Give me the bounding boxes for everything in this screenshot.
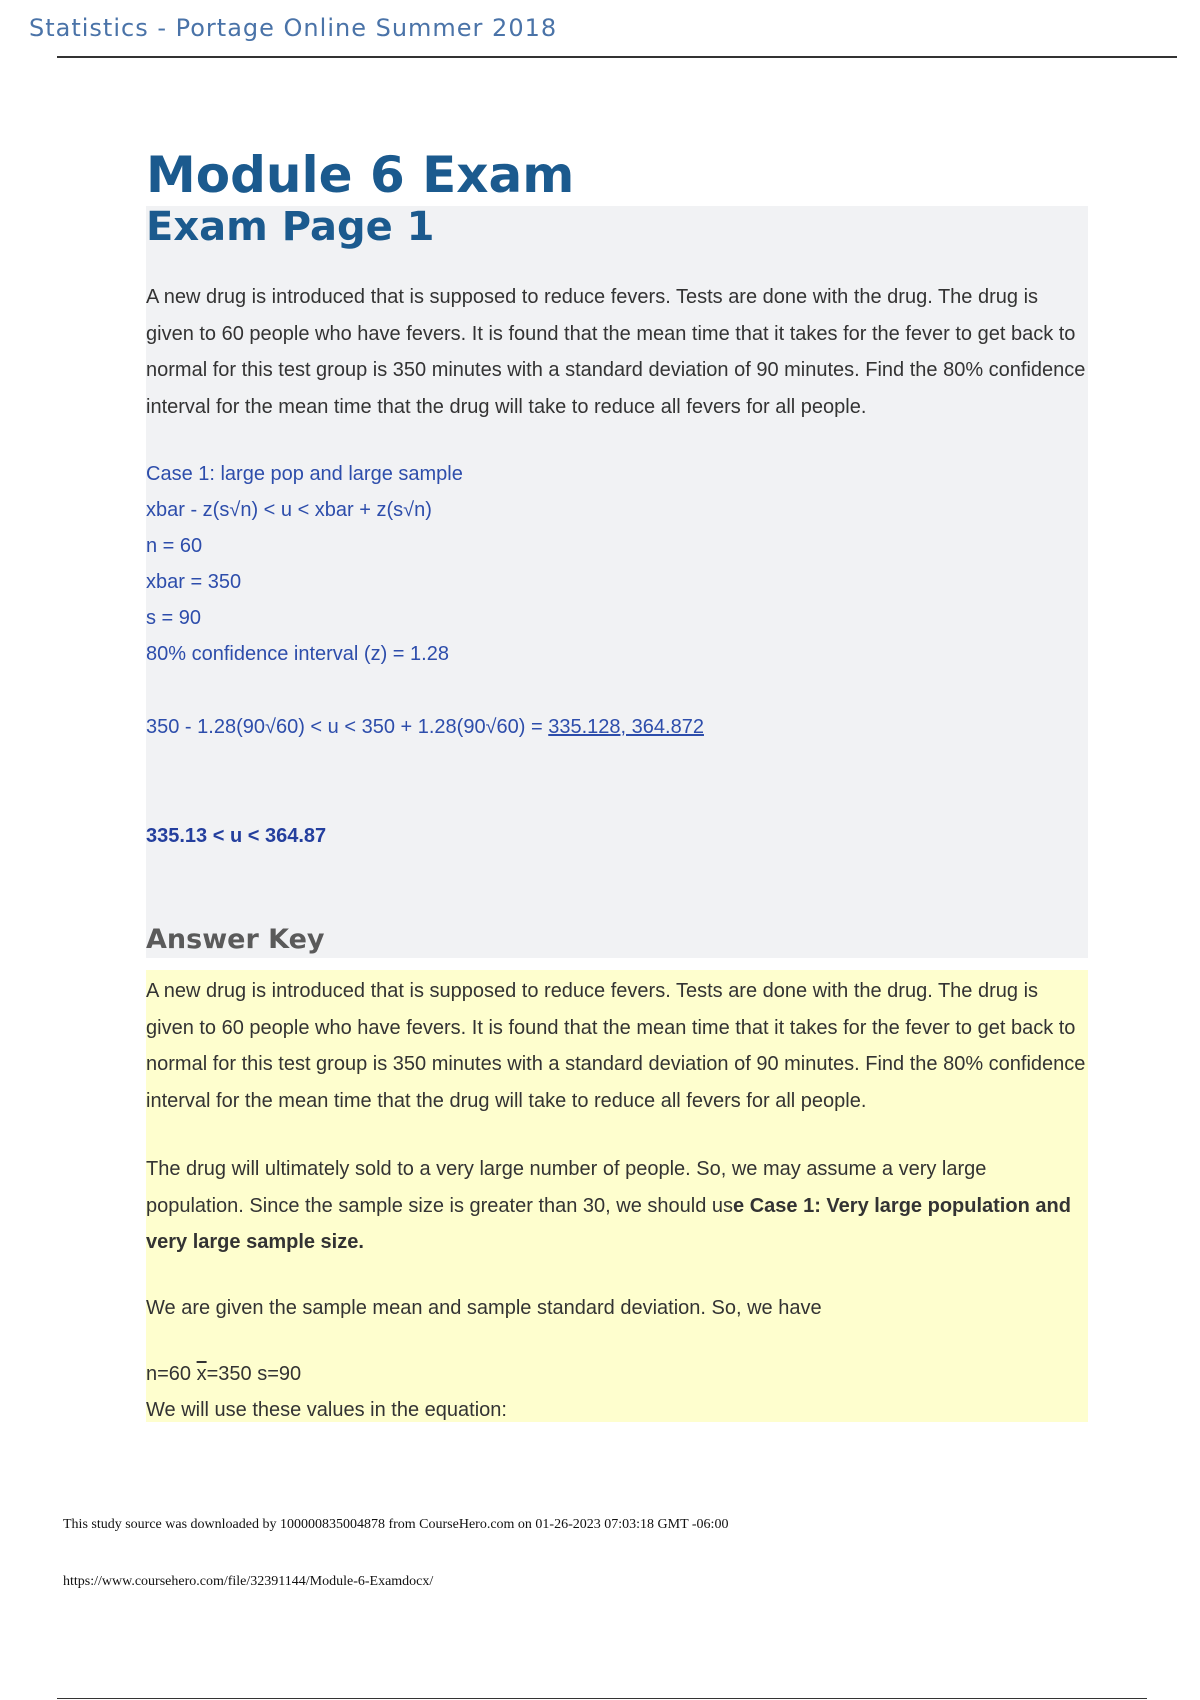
exam-title: Module 6 Exam	[146, 146, 575, 204]
source-url[interactable]: https://www.coursehero.com/file/32391144/Module-6-Examdocx/	[63, 1574, 434, 1589]
course-title: Statistics - Portage Online Summer 2018	[29, 14, 558, 42]
value-xbar-symbol: $\overline{x}$	[196, 1363, 207, 1385]
final-answer: 335.13 < u < 364.87	[146, 825, 327, 847]
equation-prefix: 350 - 1.28(90√60) < u < 350 + 1.28(90√60) =	[146, 716, 549, 738]
student-equation	[146, 715, 704, 739]
answer-key-question-text: A new drug is introduced that is supposed to reduce fevers. Tests are done with the drug. The drug is given to 60 people who have fevers. It is found that the mean time that it takes for the fever to get back to normal for this test group is 350 minutes with a standard deviation of 90 minutes. Find the 80% confidence interval for the mean time that the drug will take to reduce all fevers for all people.	[146, 980, 1086, 1112]
answer-key-heading: Answer Key	[146, 924, 325, 955]
reasoning-bold: e Case 1: Very large population and very large sample size.	[146, 1194, 1071, 1253]
answer-key-values	[146, 1362, 301, 1386]
value-rest: =350 s=90	[206, 1363, 302, 1385]
value-n: n=60	[146, 1363, 197, 1385]
student-answer-line: xbar = 350	[146, 571, 242, 593]
answer-key-reasoning	[146, 1151, 1088, 1261]
student-answer-line: 80% confidence interval (z) = 1.28	[146, 643, 449, 665]
exam-page-title: Exam Page 1	[146, 204, 435, 250]
student-answer-line: n = 60	[146, 535, 203, 557]
answer-key-given: We are given the sample mean and sample standard deviation. So, we have	[146, 1297, 822, 1319]
reasoning-text: The drug will ultimately sold to a very large number of people. So, we may assume a very large population. Since the sample size is greater than 30, we should us	[146, 1158, 987, 1217]
download-note: This study source was downloaded by 100000835004878 from CourseHero.com on 01-26-2023 07:03:18 GMT -06:00	[63, 1517, 729, 1532]
footer-divider	[57, 1698, 1147, 1699]
student-answer-line: Case 1: large pop and large sample	[146, 463, 463, 485]
question-text: A new drug is introduced that is supposed to reduce fevers. Tests are done with the drug. The drug is given to 60 people who have fevers. It is found that the mean time that it takes for the fever to get back to normal for this test group is 350 minutes with a standard deviation of 90 minutes. Find the 80% confidence interval for the mean time that the drug will take to reduce all fevers for all people.	[146, 286, 1086, 418]
answer-key-equation-intro: We will use these values in the equation:	[146, 1399, 507, 1421]
student-answer-line: s = 90	[146, 607, 202, 629]
header-divider	[57, 56, 1177, 58]
student-answer-line: xbar - z(s√n) < u < xbar + z(s√n)	[146, 499, 432, 521]
equation-result: 335.128, 364.872	[548, 716, 704, 738]
